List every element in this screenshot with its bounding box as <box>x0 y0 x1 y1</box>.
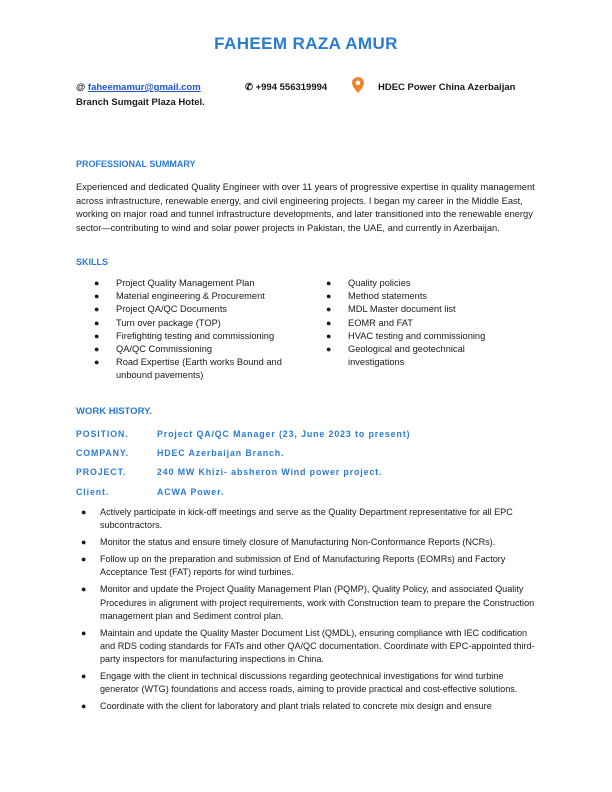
bullet-icon: ● <box>326 304 332 315</box>
bullet-icon: ● <box>326 344 332 355</box>
skill-item: ● EOMR and FAT <box>326 317 506 330</box>
bullet-icon: ● <box>326 330 332 341</box>
summary-heading: PROFESSIONAL SUMMARY <box>76 159 196 169</box>
bullet-icon: ● <box>94 317 100 328</box>
bullet-icon: ● <box>81 537 87 548</box>
skill-item: ● Road Expertise (Earth works Bound and unbound pavements) <box>94 357 282 381</box>
bullet-icon: ● <box>81 584 87 595</box>
client-value: ACWA Power. <box>157 487 225 497</box>
bullet-icon: ● <box>81 701 87 712</box>
client-label: Client. <box>76 487 110 497</box>
summary-text: Experienced and dedicated Quality Engineer with over 11 years of progressive expertise in quality management across infrastructure, renewable energy, and civil engineering projects. I began my career in the Middle East, working on major road and tunnel infrastructure developments, and later transitioned into the renewable energy sector—contributing to wind and solar power projects in Pakistan, the UAE, and currently in Azerbaijan. <box>76 182 535 233</box>
skills-list-left <box>94 277 304 383</box>
bullet-icon: ● <box>94 330 100 341</box>
skill-item: ● QA/QC Commissioning <box>94 343 304 356</box>
bullet-icon: ● <box>94 344 100 355</box>
work-history-heading: WORK HISTORY. <box>76 406 153 417</box>
duty-item: ● Follow up on the preparation and submission of End of Manufacturing Reports (EOMRs) and Factory Acceptance Test (FAT) reports for wind turbines. <box>81 554 506 578</box>
location-pin-icon <box>352 77 364 93</box>
duties-list <box>78 506 538 717</box>
skills-list-right <box>326 277 506 369</box>
duty-item: ● Engage with the client in technical discussions regarding geotechnical investigations for wind turbine generator (WTG) foundations and access roads, aiming to provide practical and cost-effective solutions. <box>81 671 518 695</box>
bullet-icon: ● <box>81 627 87 638</box>
skill-item: ● Material engineering & Procurement <box>94 290 304 303</box>
project-value: 240 MW Khizi- absheron Wind power project. <box>157 467 383 477</box>
bullet-icon: ● <box>94 357 100 368</box>
duty-item: ● Monitor and update the Project Quality Management Plan (PQMP), Quality Policy, and associated Quality Procedures in alignment with project requirements, work with Construction team to prepare the Construction management plan and Sediment control plan. <box>81 584 535 621</box>
project-label: PROJECT. <box>76 467 127 477</box>
contact-phone: ✆ +994 556319994 <box>245 82 328 93</box>
bullet-icon: ● <box>326 278 332 288</box>
skill-item: ● HVAC testing and commissioning <box>326 330 506 343</box>
bullet-icon: ● <box>81 507 87 517</box>
company-value: HDEC Azerbaijan Branch. <box>157 448 285 458</box>
position-label: POSITION. <box>76 429 129 439</box>
position-value: Project QA/QC Manager (23, June 2023 to present) <box>157 429 411 439</box>
skill-item: ● Method statements <box>326 290 506 303</box>
skill-item: ● Firefighting testing and commissioning <box>94 330 304 343</box>
contact-email <box>76 82 201 93</box>
duty-item: ● Maintain and update the Quality Master Document List (QMDL), ensuring compliance with IEC codification and RDS coding standards for FATs and other QA/QC documentation. Coordinate with EPC-appointed third-party inspectors for manufacturing inspections in China. <box>81 627 535 665</box>
bullet-icon: ● <box>94 291 100 302</box>
bullet-icon: ● <box>81 554 87 565</box>
skill-item: ● Project Quality Management Plan <box>94 277 304 290</box>
skill-item: ● Quality policies <box>326 277 506 290</box>
bullet-icon: ● <box>81 671 87 682</box>
contact-address: Branch Sumgait Plaza Hotel. <box>76 97 205 108</box>
contact-company: HDEC Power China Azerbaijan <box>378 82 516 93</box>
bullet-icon: ● <box>94 304 100 315</box>
skills-heading: SKILLS <box>76 257 109 267</box>
bullet-icon: ● <box>326 317 332 328</box>
candidate-name: FAHEEM RAZA AMUR <box>214 34 398 53</box>
skill-item: ● MDL Master document list <box>326 303 506 316</box>
skill-item: ● Turn over package (TOP) <box>94 317 304 330</box>
duty-item: ● Actively participate in kick-off meetings and serve as the Quality Department representative for all EPC subcontractors. <box>81 507 513 531</box>
skill-item: ● Project QA/QC Documents <box>94 303 304 316</box>
skill-item: ● Geological and geotechnical investigations <box>326 344 465 368</box>
bullet-icon: ● <box>94 278 100 288</box>
bullet-icon: ● <box>326 291 332 302</box>
duty-item: ● Coordinate with the client for laboratory and plant trials related to concrete mix design and ensure <box>78 700 538 713</box>
company-label: COMPANY. <box>76 448 129 458</box>
duty-item: ● Monitor the status and ensure timely closure of Manufacturing Non-Conformance Reports (NCRs). <box>78 536 538 549</box>
email-link[interactable]: faheemamur@gmail.com <box>87 82 201 93</box>
email-prefix: @ <box>76 82 88 93</box>
